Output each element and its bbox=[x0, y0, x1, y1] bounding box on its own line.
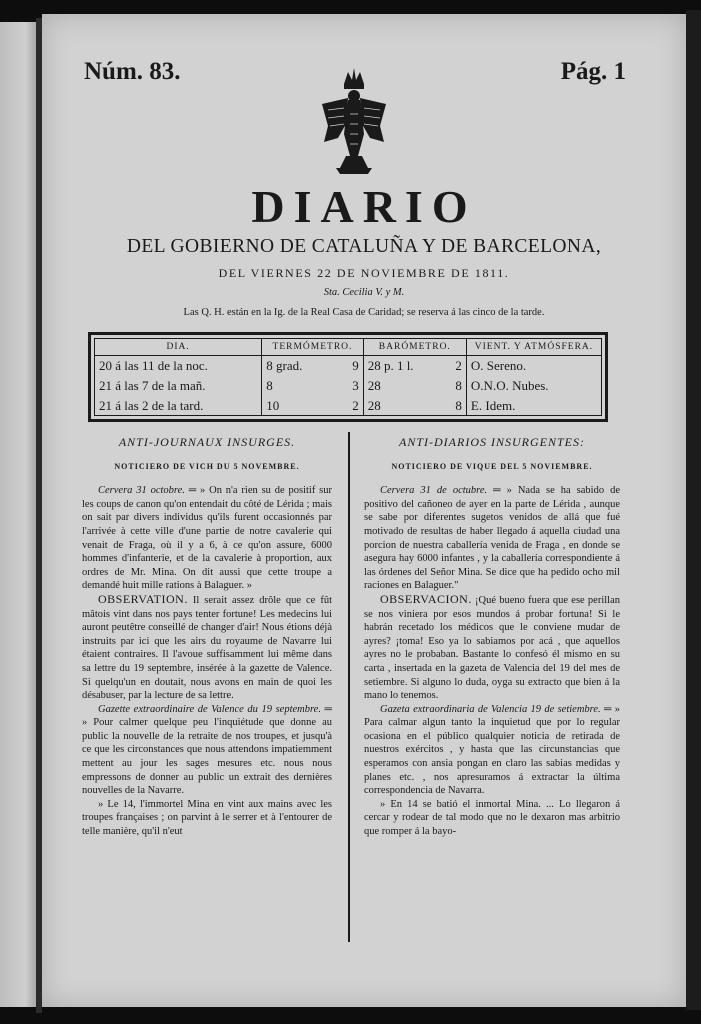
cell-temp-frac: 9 bbox=[338, 356, 364, 376]
paragraph-text: » Le 14, l'immortel Mina en vint aux mains avec les troupes françaises ; on parvint à le serrer et à l'entourer de telle manière, qu'il n'eut bbox=[82, 798, 332, 838]
weather-table bbox=[94, 338, 602, 416]
paragraph bbox=[82, 703, 332, 798]
right-column-spanish bbox=[364, 432, 620, 839]
observation-label: OBSERVATION. bbox=[98, 591, 188, 606]
weather-table-frame bbox=[88, 332, 608, 422]
paragraph-text: » En 14 se batió el inmortal Mina. ... Lo llegaron á cercar y rodear de tal modo que no le dexaron mas arbitrio que romper á la bayo- bbox=[364, 798, 620, 838]
col-header-wind: VIENT. Y ATMÓSFERA. bbox=[466, 339, 601, 356]
dateline-place: Gazeta extraordinaria de Valencia 19 de setiembre. bbox=[380, 703, 601, 715]
crowned-eagle-icon bbox=[318, 64, 390, 184]
cell-temp: 10 bbox=[262, 395, 338, 415]
cell-temp-frac: 2 bbox=[338, 395, 364, 415]
paragraph-text: Il serait assez drôle que ce fût mâtois vint dans nos pays tenter fortune! Les medecins lui auront peutêtre conseillé de changer d'air! Nous étions déjà instruits par ici que les airs du royaume de Navarre lui étaient contraires. Il l'avoue suffisamment lui même dans sa lettre du 19 septembre, insérée à la gazette de Valence. Si quelqu'un en doutait, nous avons en main de quoi les désabuser, par la lecture de sa lettre. bbox=[82, 594, 332, 702]
cell-wind: O.N.O. Nubes. bbox=[466, 376, 601, 396]
issue-number: Núm. 83. bbox=[84, 58, 181, 85]
issue-date: DEL VIERNES 22 DE NOVIEMBRE DE 1811. bbox=[218, 266, 510, 280]
right-column-subheading: NOTICIERO DE VIQUE DEL 5 NOVIEMBRE. bbox=[391, 461, 593, 471]
paragraph bbox=[82, 593, 332, 703]
cell-baro: 28 bbox=[363, 376, 442, 396]
paragraph bbox=[364, 703, 620, 798]
table-row bbox=[95, 376, 602, 396]
cell-baro-frac: 8 bbox=[443, 395, 467, 415]
masthead-title: DIARIO bbox=[251, 181, 477, 232]
page-number: Pág. 1 bbox=[560, 58, 626, 85]
paragraph bbox=[364, 593, 620, 703]
observation-label: OBSERVACION. bbox=[380, 591, 472, 606]
cell-day: 21 á las 2 de la tard. bbox=[95, 395, 262, 415]
cell-day: 21 á las 7 de la mañ. bbox=[95, 376, 262, 396]
paragraph-text: ═ » Pour calmer quelque peu l'inquiétude que donne au public la nouvelle de la retraite de nos troupes, et jusqu'à ce que les circonstances que nous attendons impatiemment mettent au jour les sages mesures etc. nous nous empressons de donner au public un extrait des dernières nouvelles de la Navarre. bbox=[82, 703, 332, 797]
paragraph bbox=[82, 484, 332, 593]
cell-temp-frac: 3 bbox=[338, 376, 364, 396]
cell-baro: 28 bbox=[363, 395, 442, 415]
masthead-subtitle: DEL GOBIERNO DE CATALUÑA Y DE BARCELONA, bbox=[126, 236, 602, 257]
cell-temp: 8 grad. bbox=[262, 356, 338, 376]
left-column-french bbox=[82, 432, 332, 839]
paragraph-text: ═ » Nada se ha sabido de positivo del cañoneo de ayer en la parte de Lérida , aunque se sabe por diferentes sugetos venidos de allá que fué motivado de resultas de haber llegado á aquella ciudad una porcion de nuestra caballería venida de Fraga , en donde se asegura hay 6000 infantes , y la caballería correspondiente á las órdenes del Señor Mina. Se dice que ha pedido ocho mil raciones en Balaguer." bbox=[364, 485, 620, 592]
left-column-subheading: NOTICIERO DE VICH DU 5 NOVEMBRE. bbox=[114, 461, 300, 471]
dateline-place: Cervera 31 de octubre. bbox=[380, 485, 488, 497]
cell-baro-frac: 2 bbox=[443, 356, 467, 376]
paragraph-text: ═ » On n'a rien su de positif sur les coups de canon qu'on entendait du côté de Lérida ; mais on sait par divers individus qu'ils furent occasionnés par l'arrivée à cette ville d'une partie de notre cavalerie qui venait de Fraga, où il y a 6, à ce qu'on assure, 6000 hommes d'infanterie, et de la cavalerie à proportion, aux ordres de Mr. Mina. On dit aussi que cette troupe a demandé huit mille rations à Balaguer. » bbox=[82, 485, 333, 592]
dateline-place: Gazette extraordinaire de Valence du 19 septembre. bbox=[98, 703, 321, 715]
cell-wind: E. Idem. bbox=[466, 395, 601, 415]
cell-baro-frac: 8 bbox=[443, 376, 467, 396]
saint-of-day: Sta. Cecilia V. y M. bbox=[323, 287, 405, 298]
page-edge-shadow bbox=[686, 10, 701, 1010]
col-header-barometer: BARÓMETRO. bbox=[363, 339, 466, 356]
left-column-heading: ANTI-JOURNAUX INSURGES. bbox=[118, 435, 296, 449]
paragraph-text: ═ » Para calmar algun tanto la inquietud que por lo regular ocasiona en el público qualquier noticia de retirada de nuestros exércitos , y hasta que las circunstancias que esperamos con ansia pongan en claro las sabias medidas y planes etc. , nos apresuramos á extractar la última correspondencia de Navarra. bbox=[364, 703, 620, 797]
paragraph bbox=[364, 484, 620, 593]
table-row bbox=[95, 395, 602, 415]
paragraph-text: ¡Qué bueno fuera que ese perillan se nos viniera por esos mundos á probar fortuna! Si le habrán recetado los médicos que le conviene mudar de ayres? ¡toma! Eso ya lo sabiamos por acá , que aquellos ayres no le probaban. Bastante lo confesó él mismo en su carta , insertada en la gazeta de Valencia del 19 del mes de setiembre. Si alguno lo duda, oyga su extracto que bien á la mano lo tenemos. bbox=[364, 594, 620, 702]
facing-page-edge bbox=[0, 22, 36, 1007]
church-notice: Las Q. H. están en la Ig. de la Real Casa de Caridad; se reserva á las cinco de la tarde. bbox=[183, 307, 545, 318]
newspaper-page bbox=[42, 14, 686, 1007]
table-row bbox=[95, 356, 602, 376]
right-column-heading: ANTI-DIARIOS INSURGENTES: bbox=[399, 435, 585, 449]
cell-temp: 8 bbox=[262, 376, 338, 396]
cell-day: 20 á las 11 de la noc. bbox=[95, 356, 262, 376]
col-header-day: DIA. bbox=[95, 339, 262, 356]
column-divider bbox=[348, 432, 350, 942]
cell-wind: O. Sereno. bbox=[466, 356, 601, 376]
dateline-place: Cervera 31 octobre. bbox=[98, 485, 185, 497]
cell-baro: 28 p. 1 l. bbox=[363, 356, 442, 376]
col-header-thermometer: TERMÓMETRO. bbox=[262, 339, 363, 356]
